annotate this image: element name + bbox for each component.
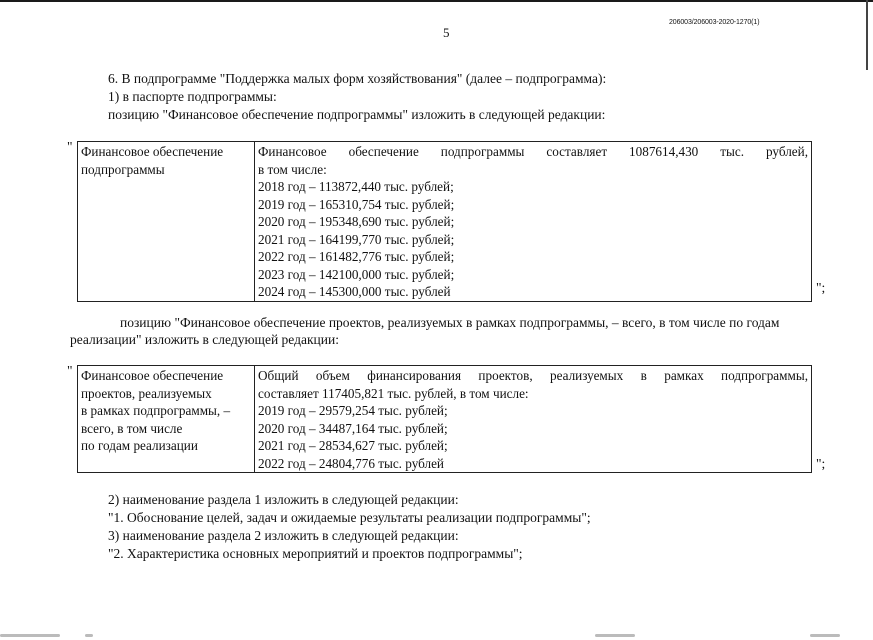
- table1-left-cell: [78, 142, 255, 302]
- middle-line-2: реализации" изложить в следующей редакции:: [70, 332, 339, 347]
- table2-left-line: Финансовое обеспечение: [81, 368, 224, 383]
- table1-including: в том числе:: [258, 161, 327, 177]
- table1-year-row: 2024 год – 145300,000 тыс. рублей: [258, 284, 451, 299]
- document-code: 206003/206003-2020-1270(1): [669, 19, 760, 26]
- closing-line-1: 2) наименование раздела 1 изложить в следующей редакции:: [108, 492, 459, 507]
- table1-right-cell: [255, 142, 812, 302]
- table1-open-quote: ": [67, 139, 73, 154]
- table2-year-row: 2020 год – 34487,164 тыс. рублей;: [258, 420, 448, 436]
- table2-left-line: в рамках подпрограммы, –: [81, 403, 231, 418]
- intro-line-1: 6. В подпрограмме "Поддержка малых форм хозяйствования" (далее – подпрограмма):: [108, 71, 607, 86]
- table1-left-line: подпрограммы: [81, 161, 165, 177]
- table2-total: Общий объем финансирования проектов, реализуемых в рамках подпрограммы,: [258, 368, 808, 383]
- table2-projects-financing: [77, 365, 812, 473]
- scan-right-edge: [866, 0, 868, 70]
- table1-year-row: 2023 год – 142100,000 тыс. рублей;: [258, 266, 455, 282]
- table2-left-line: по годам реализации: [81, 438, 198, 453]
- table1-financing: [77, 141, 812, 302]
- table2-right-cell: [255, 366, 812, 473]
- intro-line-3: позицию "Финансовое обеспечение подпрограммы" изложить в следующей редакции:: [108, 107, 606, 122]
- table2-year-row: 2021 год – 28534,627 тыс. рублей;: [258, 438, 448, 453]
- table1-left-line: Финансовое обеспечение: [81, 144, 224, 159]
- table2-year-row: 2022 год – 24804,776 тыс. рублей: [258, 455, 444, 471]
- table1-close-quote: ";: [816, 280, 826, 295]
- table2-left-line: всего, в том числе: [81, 420, 183, 436]
- table1-year-row: 2019 год – 165310,754 тыс. рублей;: [258, 196, 455, 212]
- table2-including: составляет 117405,821 тыс. рублей, в том числе:: [258, 385, 529, 401]
- intro-line-2: 1) в паспорте подпрограммы:: [108, 89, 277, 104]
- closing-line-2: "1. Обоснование целей, задач и ожидаемые результаты реализации подпрограммы";: [108, 510, 591, 525]
- table1-total: Финансовое обеспечение подпрограммы составляет 1087614,430 тыс. рублей,: [258, 144, 808, 159]
- table1-year-row: 2021 год – 164199,770 тыс. рублей;: [258, 231, 455, 247]
- table1-year-row: 2022 год – 161482,776 тыс. рублей;: [258, 249, 455, 264]
- table2-open-quote: ": [67, 363, 73, 378]
- closing-line-4: "2. Характеристика основных мероприятий и проектов подпрограммы";: [108, 546, 523, 561]
- table2-left-cell: [78, 366, 255, 473]
- table2-close-quote: ";: [816, 456, 826, 471]
- table1-year-row: 2018 год – 113872,440 тыс. рублей;: [258, 179, 454, 194]
- page-number: 5: [443, 25, 450, 40]
- closing-line-3: 3) наименование раздела 2 изложить в следующей редакции:: [108, 528, 459, 543]
- table2-left-line: проектов, реализуемых: [81, 385, 212, 401]
- scan-bottom-artifacts: [0, 628, 873, 640]
- table1-year-row: 2020 год – 195348,690 тыс. рублей;: [258, 214, 455, 229]
- table2-year-row: 2019 год – 29579,254 тыс. рублей;: [258, 403, 448, 418]
- scan-top-edge: [0, 0, 873, 2]
- middle-line-1: позицию "Финансовое обеспечение проектов, реализуемых в рамках подпрограммы, – всего, в том числе по годам: [120, 315, 780, 330]
